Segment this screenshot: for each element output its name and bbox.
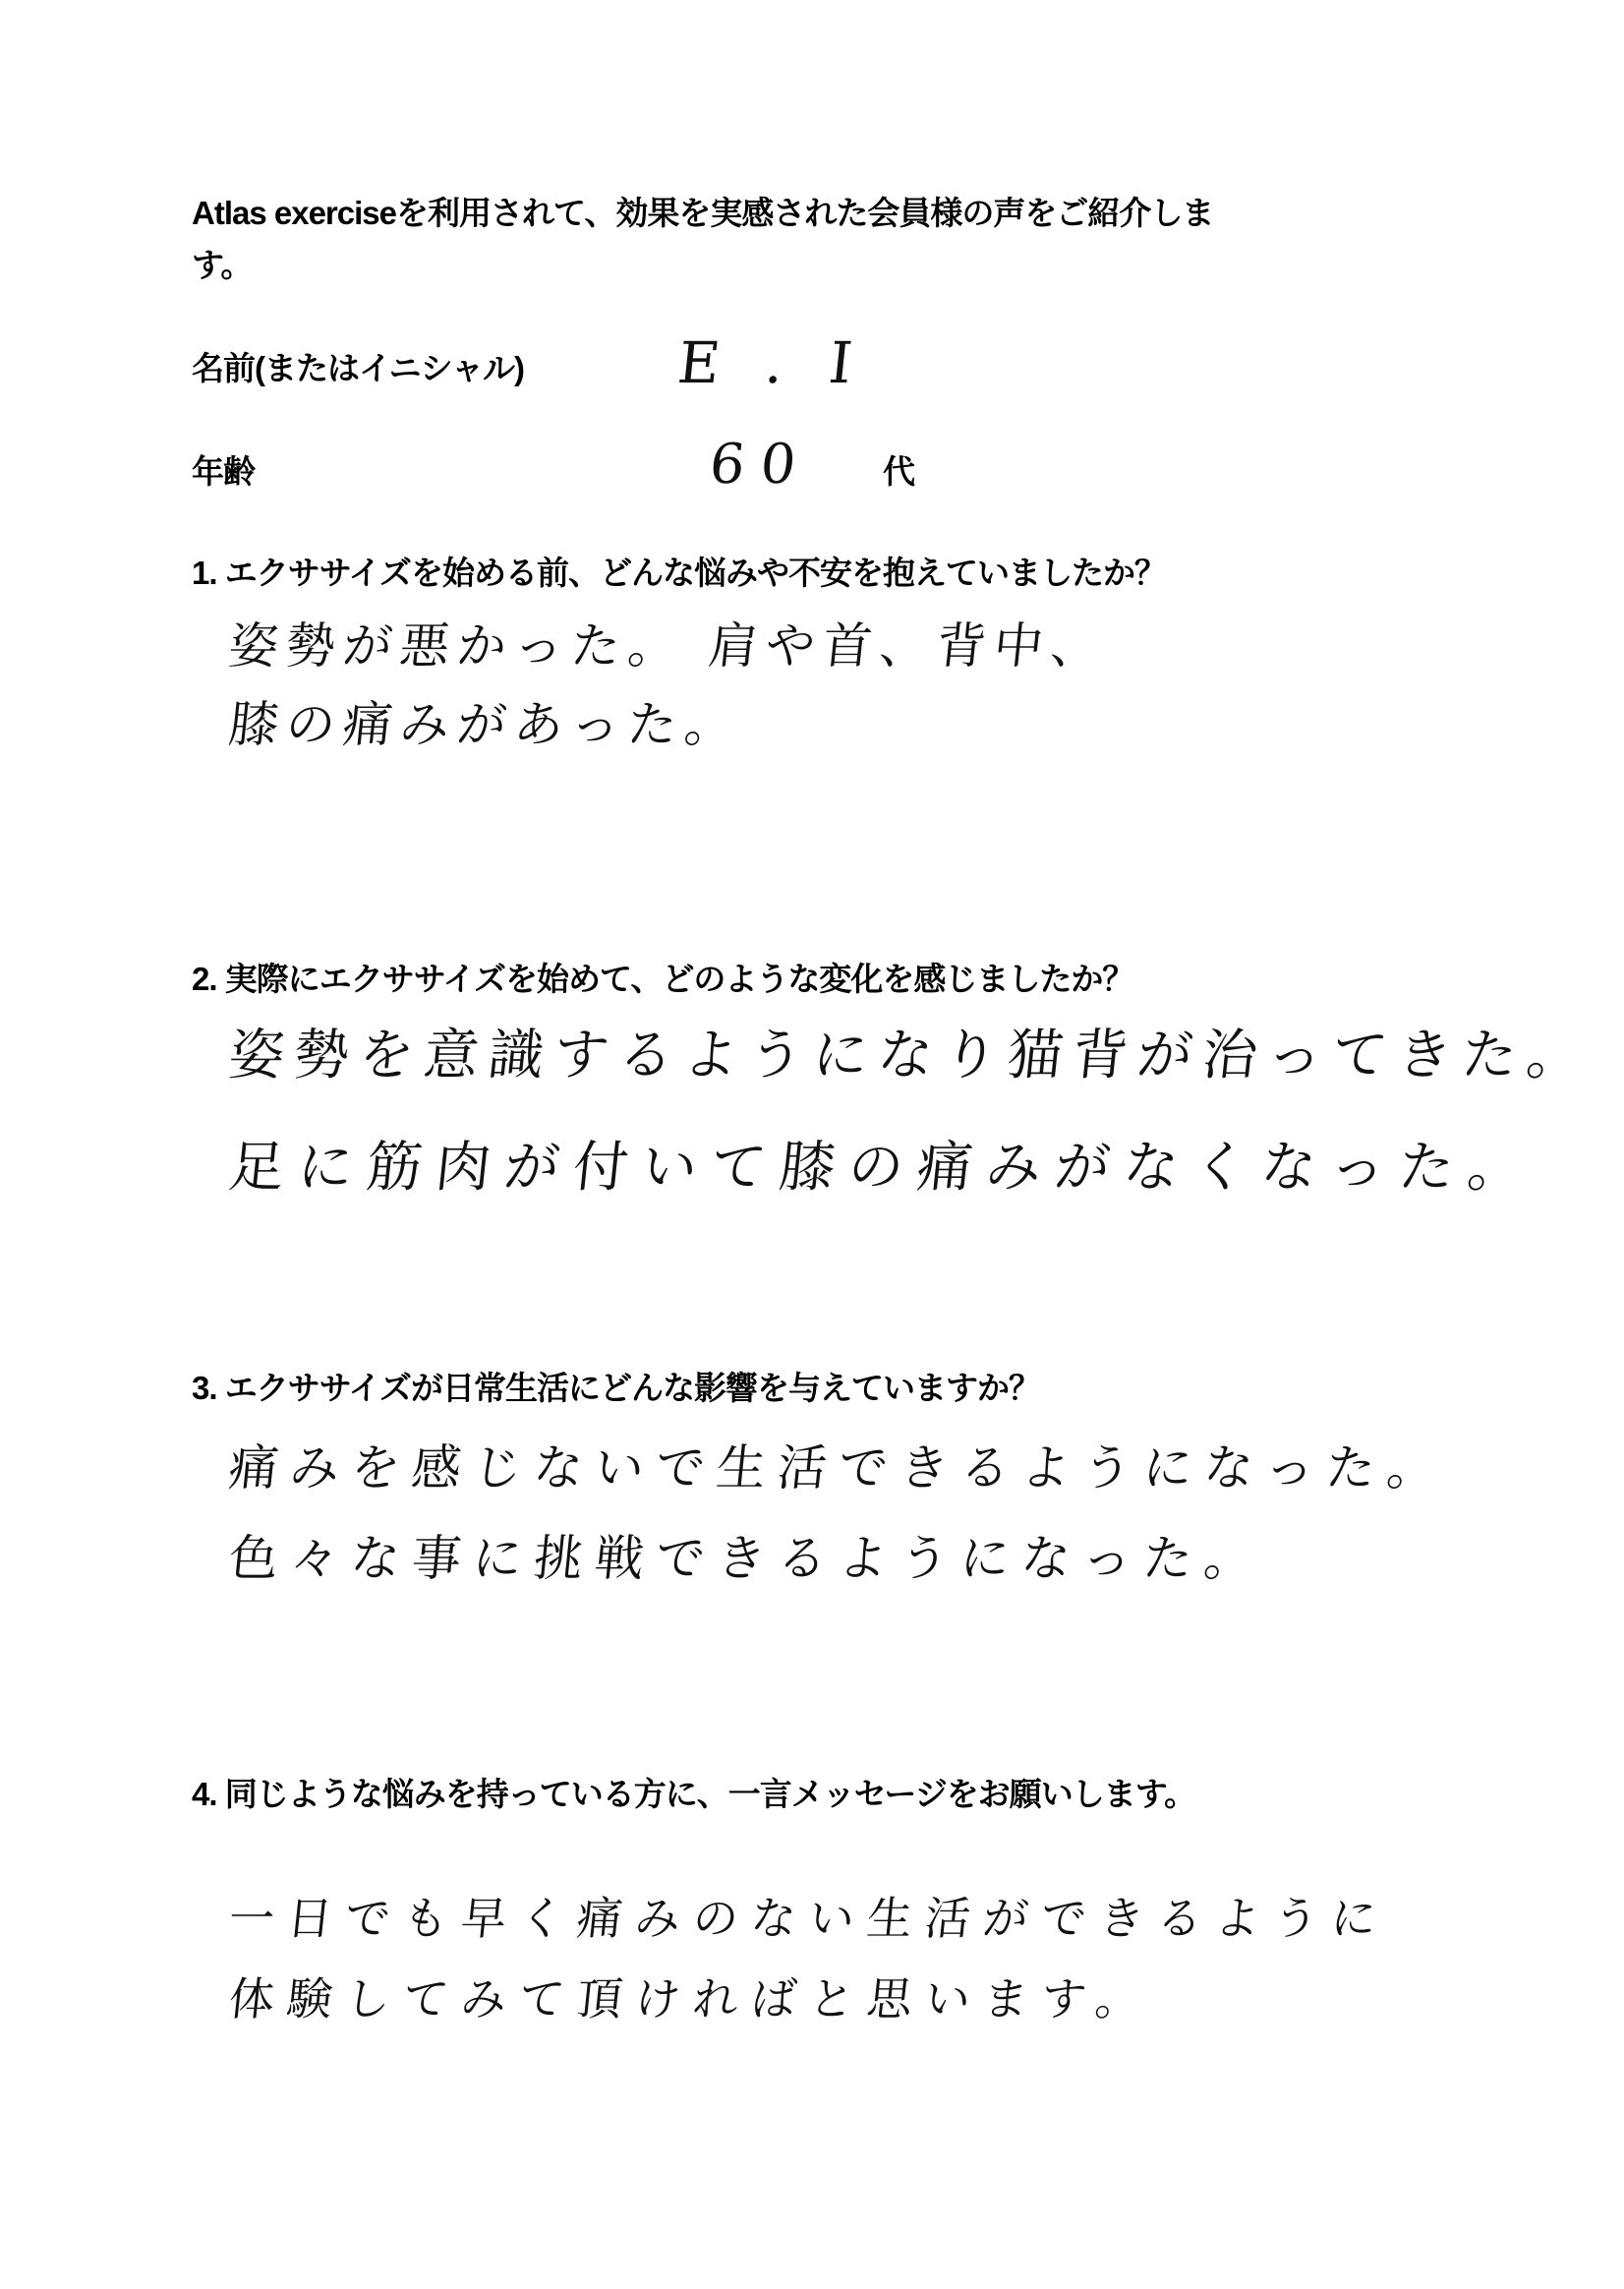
question-1: 1. エクササイズを始める前、どんな悩みや不安を抱えていましたか？ (192, 555, 1167, 591)
age-label: 年齢 (192, 453, 255, 490)
intro-line-1: Atlas exerciseを利用されて、効果を実感された会員様の声をご紹介しま (192, 195, 1214, 231)
age-value-handwritten: 60 (706, 433, 815, 497)
answer-4-line-1: 一日でも早く痛みのない生活ができるように (226, 1892, 1392, 1945)
age-suffix: 代 (883, 453, 914, 490)
answer-3-line-1: 痛みを感じないで生活できるようになった。 (225, 1439, 1452, 1497)
name-label: 名前(またはイニシャル) (192, 350, 524, 386)
answer-3-line-2: 色々な事に挑戦できるようになった。 (225, 1530, 1269, 1587)
question-4: 4. 同じような悩みを持っている方に、一言メッセージをお願いします。 (192, 1776, 1196, 1812)
answer-2-line-2: 足に筋肉が付いて膝の痛みがなくなった。 (225, 1136, 1540, 1200)
question-3: 3. エクササイズが日常生活にどんな影響を与えていますか？ (192, 1370, 1041, 1406)
answer-1-line-1: 姿勢が悪かった。 肩や首、背中、 (225, 617, 1111, 675)
question-2: 2. 実際にエクササイズを始めて、どのような変化を感じましたか？ (192, 961, 1134, 997)
answer-2-line-1: 姿勢を意識するようになり猫背が治ってきた。 (225, 1024, 1595, 1087)
intro-line-2: す。 (192, 247, 253, 283)
name-value-handwritten: E . I (674, 329, 870, 396)
answer-4-line-2: 体験してみて頂ければと思います。 (226, 1972, 1157, 2025)
answer-1-line-2: 膝の痛みがあった。 (225, 696, 745, 753)
